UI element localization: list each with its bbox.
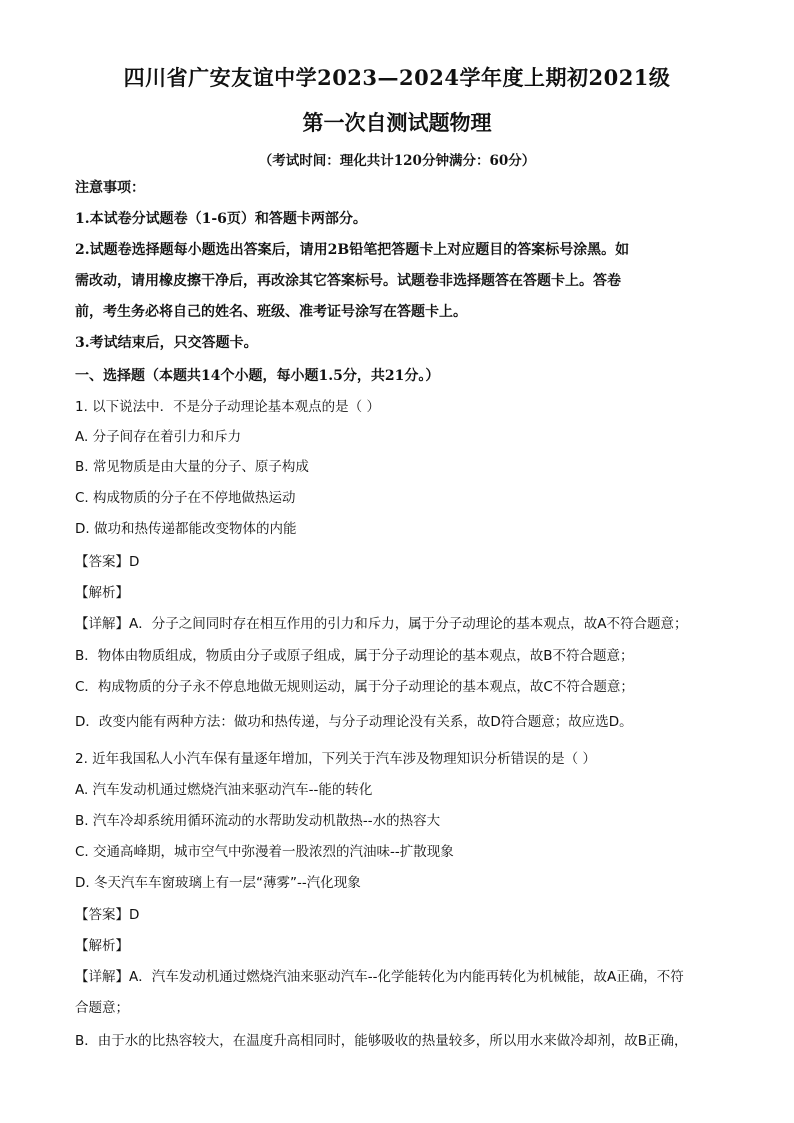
q2-answer: 【答案】D (75, 907, 140, 923)
q1-option-c: C. 构成物质的分子在不停地做热运动 (75, 490, 296, 506)
q2-detail-a-line-2: 合题意； (75, 1000, 129, 1016)
notice-item-2-line-3: 前，考生务必将自己的姓名、班级、准考证号涂写在答题卡上。 (75, 304, 467, 320)
q2-detail-a-line-1: 【详解】A．汽车发动机通过燃烧汽油来驱动汽车--化学能转化为内能再转化为机械能，故A正确，不符 (75, 969, 684, 985)
q1-detail-d: D．改变内能有两种方法：做功和热传递，与分子动理论没有关系，故D符合题意；故应选D。 (75, 714, 633, 730)
q1-detail-a: 【详解】A．分子之间同时存在相互作用的引力和斥力，属于分子动理论的基本观点，故A不符合题意； (75, 616, 688, 632)
exam-subtitle: （考试时间：理化共计120分钟满分：60分） (258, 153, 536, 169)
q1-analysis-label: 【解析】 (75, 585, 129, 601)
q1-detail-b: B．物体由物质组成，物质由分子或原子组成，属于分子动理论的基本观点，故B不符合题意； (75, 648, 634, 664)
notice-item-2-line-1: 2.试题卷选择题每小题选出答案后，请用2B铅笔把答题卡上对应题目的答案标号涂黑。如 (75, 242, 630, 258)
title-line-2: 第一次自测试题物理 (302, 110, 492, 135)
notice-item-3: 3.考试结束后，只交答题卡。 (75, 335, 258, 351)
q2-analysis-label: 【解析】 (75, 938, 129, 954)
q2-detail-b: B．由于水的比热容较大，在温度升高相同时，能够吸收的热量较多，所以用水来做冷却剂，故B正确， (75, 1033, 688, 1049)
q1-detail-c: C．构成物质的分子永不停息地做无规则运动，属于分子动理论的基本观点，故C不符合题意； (75, 679, 634, 695)
notice-item-1: 1.本试卷分试题卷（1-6页）和答题卡两部分。 (75, 211, 367, 227)
q2-stem: 2. 近年我国私人小汽车保有量逐年增加，下列关于汽车涉及物理知识分析错误的是（ ） (75, 751, 596, 767)
notice-heading: 注意事项： (75, 180, 145, 196)
section-heading: 一、选择题（本题共14个小题，每小题1.5分，共21分。） (75, 368, 440, 384)
notice-item-2-line-2: 需改动，请用橡皮擦干净后，再改涂其它答案标号。试题卷非选择题答在答题卡上。答卷 (75, 273, 621, 289)
q1-stem: 1. 以下说法中．不是分子动理论基本观点的是（ ） (75, 399, 380, 415)
q2-option-d: D. 冬天汽车车窗玻璃上有一层“薄雾”--汽化现象 (75, 875, 361, 891)
q1-answer: 【答案】D (75, 554, 140, 570)
q1-option-d: D. 做功和热传递都能改变物体的内能 (75, 521, 297, 537)
title-line-1: 四川省广安友谊中学2023—2024学年度上期初2021级 (123, 65, 671, 90)
q1-option-b: B. 常见物质是由大量的分子、原子构成 (75, 459, 309, 475)
q2-option-a: A. 汽车发动机通过燃烧汽油来驱动汽车--能的转化 (75, 782, 373, 798)
q2-option-c: C. 交通高峰期，城市空气中弥漫着一股浓烈的汽油味--扩散现象 (75, 844, 454, 860)
q2-option-b: B. 汽车冷却系统用循环流动的水帮助发动机散热--水的热容大 (75, 813, 441, 829)
q1-option-a: A. 分子间存在着引力和斥力 (75, 429, 242, 445)
